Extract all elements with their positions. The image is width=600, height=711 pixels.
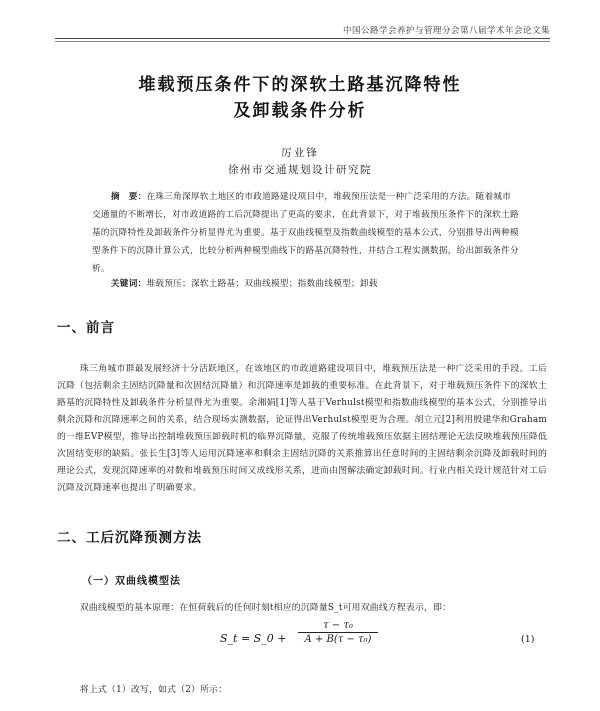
keywords-label: 关键词：: [110, 279, 147, 289]
paper-title-line1: 堆载预压条件下的深软土路基沉降特性: [138, 75, 462, 95]
after-formula-paragraph: 将上式（1）改写，如式（2）所示：: [79, 685, 228, 695]
running-header-text: 中国公路学会养护与管理分会第八届学术年会论文集: [342, 26, 550, 36]
equation-denominator: A + B(τ − τ₀): [304, 634, 372, 645]
abstract-label: 摘 要：: [110, 192, 147, 202]
equation-numerator: τ − τ₀: [323, 620, 353, 631]
affiliation: 徐州市交通规划设计研究院: [228, 164, 372, 176]
abstract-text: 在珠三角深厚软土地区的市政道路建设项目中，堆载预压法是一种广泛采用的方法。随着城市交通量的不断增长，对市政道路的工后沉降提出了更高的要求，在此背景下，对于堆载预压条件下的深软土路基的沉降特性及卸载条件分析显得尤为重要。基于双曲线模型及指数曲线模型的基本公式，分别推导出两种模型条件下的沉降计算公式，比较分析两种模型曲线下的路基沉降特性，并结合工程实测数据，给出卸载条件分析。: [92, 192, 519, 274]
abstract: [92, 188, 520, 278]
running-header: [55, 24, 550, 37]
keywords-text: 堆载预压；深软土路基；双曲线模型；指数曲线模型；卸载: [146, 279, 378, 289]
model-intro-paragraph: 双曲线模型的基本原理：在恒荷载后的任何时刻t相应的沉降量S_t可用双曲线方程表示，即：: [79, 603, 452, 613]
fraction-bar: [298, 632, 378, 633]
header-rule-thin: [55, 41, 550, 42]
equation-fraction: [298, 620, 378, 645]
section-heading-methods: 二、工后沉降预测方法: [57, 530, 202, 546]
section-heading-intro: 一、前言: [57, 320, 115, 336]
paper-title-line2: 及卸载条件分析: [233, 101, 367, 121]
intro-paragraph: 珠三角城市群最发展经济十分活跃地区，在该地区的市政道路建设项目中，堆载预压法是一种广泛采用的手段。工后沉降（包括剩余主固结沉降量和次固结沉降量）和沉降速率是卸载的重要标准。在此背景下，对于堆载预压条件下的深软土路基的沉降特性及卸载条件分析显得尤为重要。余湘娟[1]等人基于Verhulst模型和指数曲线模型的基本公式，分别推导出剩余沉降和沉降速率之间的关系，结合现场实测数据，论证得出Verhulst模型更为合理。胡立元[2]利用殷建华和Graham的一维EVP模型，推导出控制堆载预压卸载时机的临界沉降量，克服了传统堆载预压依据主固结理论无法反映堆载预压降低次固结变形的缺陷。张长生[3]等人运用沉降速率和剩余主固结沉降的关系推算出任意时间的主固结剩余沉降及卸载时间的理论公式，发现沉降速率的对数和堆载预压时间又成线形关系，进而由图解法确定卸载时间。行业内相关设计规范针对工后沉降及沉降速率也提出了明确要求。: [57, 364, 547, 493]
equation-lhs: S_t = S_0 +: [220, 632, 287, 645]
keywords: [92, 277, 520, 289]
author-name: 厉业锋: [281, 147, 319, 159]
equation-number: (1): [521, 634, 535, 645]
subsection-heading-hyperbolic: （一）双曲线模型法: [82, 576, 181, 587]
header-rule: [55, 38, 550, 39]
equation-1: [220, 620, 440, 660]
